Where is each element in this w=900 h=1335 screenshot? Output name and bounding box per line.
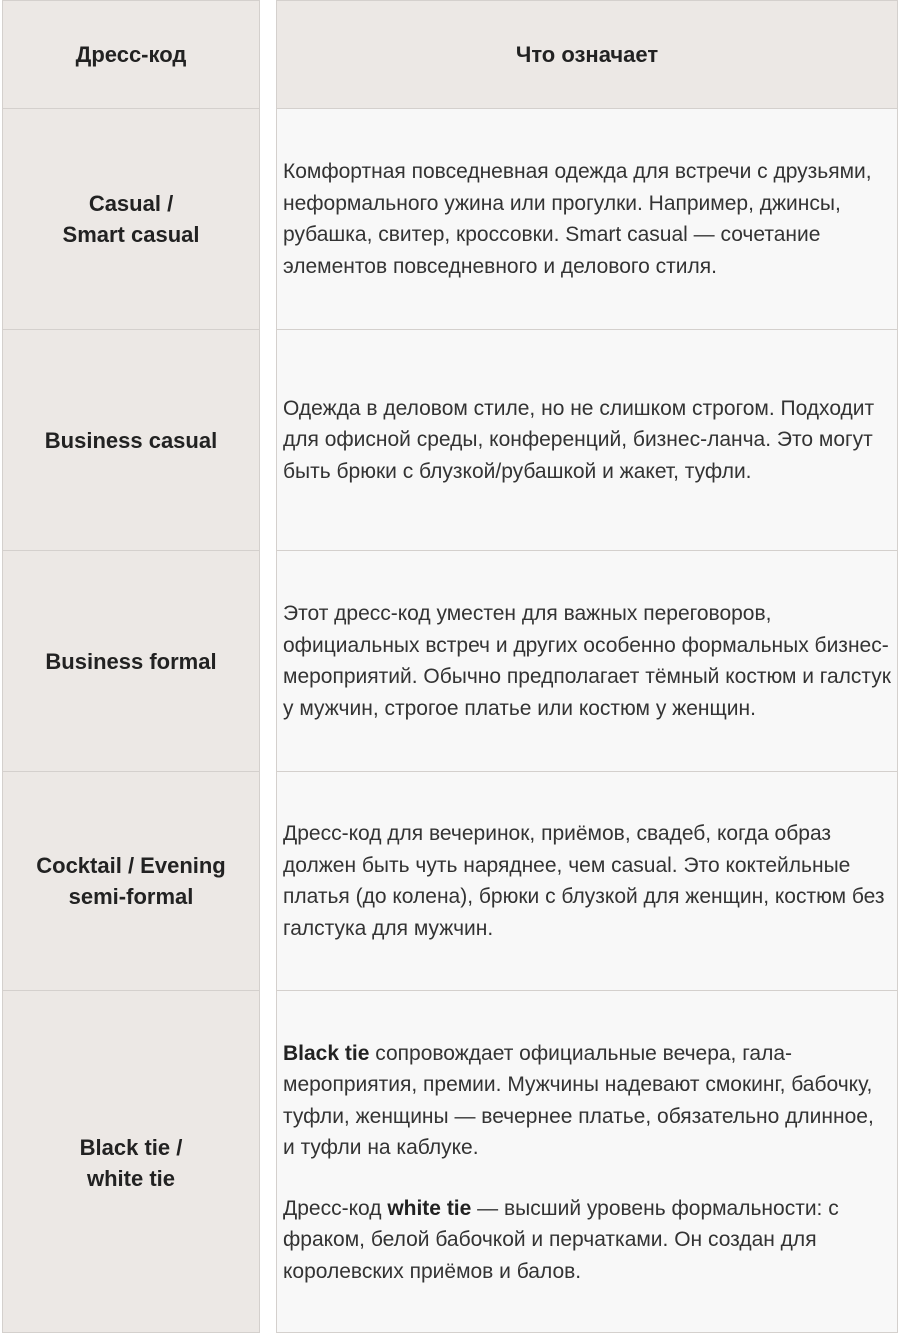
table-row-description	[277, 109, 897, 330]
black-tie-paragraph: Black tie сопровождает официальные вечера, гала-мероприятия, премии. Мужчины надевают смокинг, бабочку, туфли, женщины — вечернее платье, обязательно длинное, и туфли на каблуке.	[283, 1041, 874, 1160]
dress-code-label: Cocktail / Evening semi-formal	[36, 853, 226, 909]
description-text: Комфортная повседневная одежда для встречи с друзьями, неформального ужина или прогулки. Например, джинсы, рубашка, свитер, кроссовки. Smart casual — сочетание элементов повседневного и делового стиля.	[283, 160, 872, 278]
table-row-label	[3, 551, 259, 772]
description-text: Этот дресс-код уместен для важных переговоров, официальных встреч и других особенно формальных бизнес-мероприятий. Обычно предполагает тёмный костюм и галстук у мужчин, строгое платье или костюм у женщин.	[283, 602, 891, 720]
header-cell-meaning	[277, 1, 897, 109]
white-tie-paragraph: Дресс-код white tie — высший уровень формальности: с фраком, белой бабочкой и перчатками. Он создан для королевских приёмов и балов.	[283, 1196, 839, 1283]
table-row-label	[3, 109, 259, 330]
table-row-label	[3, 772, 259, 991]
dress-code-label: Black tie / white tie	[79, 1134, 183, 1191]
dress-code-label: Business casual	[44, 427, 218, 453]
table-row-description	[277, 551, 897, 772]
column-header-dress-code: Дресс-код	[75, 41, 187, 67]
dress-code-label: Business formal	[45, 648, 217, 674]
header-cell-dress-code	[3, 1, 259, 109]
description-text: Дресс-код для вечеринок, приёмов, свадеб, когда образ должен быть чуть наряднее, чем casual. Это коктейльные платья (до колена), брюки с блузкой для женщин, костюм без галстука для мужчин.	[283, 822, 885, 940]
meaning-column	[276, 0, 898, 1333]
column-header-meaning: Что означает	[515, 41, 659, 67]
table-row-label	[3, 330, 259, 551]
black-tie-term: Black tie	[283, 1041, 370, 1065]
table-row-description	[277, 772, 897, 991]
description-text	[283, 1038, 891, 1288]
white-tie-term: white tie	[387, 1196, 472, 1220]
table-row-description	[277, 330, 897, 551]
dress-code-column	[2, 0, 260, 1333]
table-row-label	[3, 991, 259, 1334]
dress-code-label: Casual / Smart casual	[62, 191, 200, 247]
description-text: Одежда в деловом стиле, но не слишком строгом. Подходит для офисной среды, конференций, бизнес-ланча. Это могут быть брюки с блузкой/рубашкой и жакет, туфли.	[283, 396, 875, 483]
table-row-description	[277, 991, 897, 1334]
